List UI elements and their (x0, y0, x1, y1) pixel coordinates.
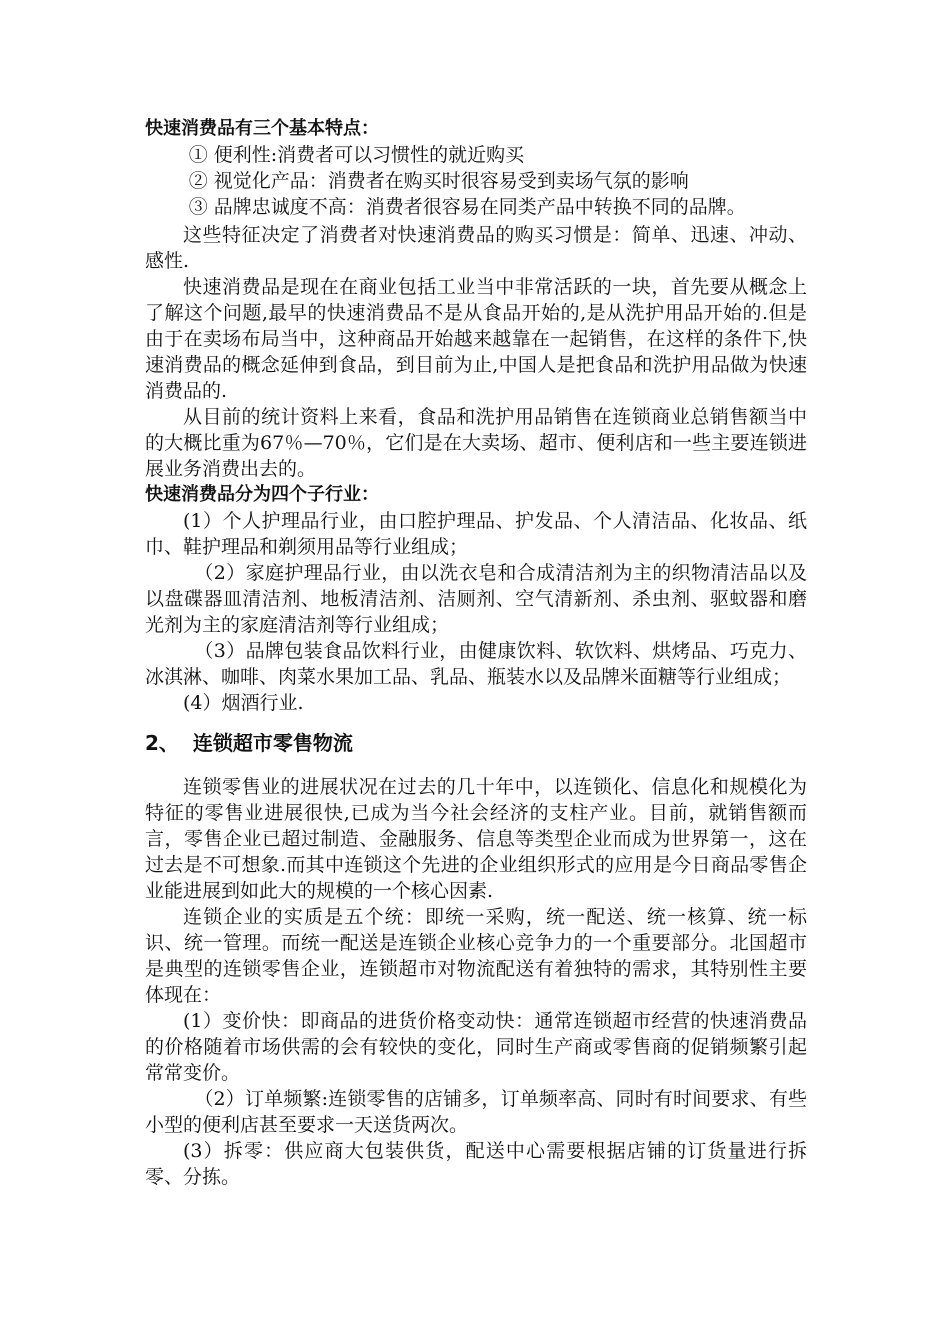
paragraph: 快速消费品是现在在商业包括工业当中非常活跃的一块，首先要从概念上了解这个问题,最早的快速消费品不是从食品开始的,是从洗护用品开始的.但是由于在卖场布局当中，这种商品开始越来越靠在一起销售，在这样的条件下,快速消费品的概念延伸到食品，到目前为止,中国人是把食品和洗护用品做为快速消费品的. (145, 276, 807, 402)
section-heading-subindustries: 快速消费品分为四个子行业： (145, 484, 379, 505)
subindustry-item: （3）品牌包装食品饮料行业，由健康饮料、软饮料、烘烤品、巧克力、冰淇淋、咖啡、肉菜水果加工品、乳品、瓶装水以及品牌米面糖等行业组成； (145, 640, 807, 688)
chapter-title: 连锁超市零售物流 (192, 731, 353, 755)
feature-item: ③ 品牌忠诚度不高：消费者很容易在同类产品中转换不同的品牌。 (188, 196, 746, 218)
section-heading-features: 快速消费品有三个基本特点： (145, 118, 379, 139)
paragraph: 连锁零售业的进展状况在过去的几十年中，以连锁化、信息化和规模化为特征的零售业进展很快,已成为当今社会经济的支柱产业。目前，就销售额而言，零售企业已超过制造、金融服务、信息等类型企业而成为世界第一，这在过去是不可想象.而其中连锁这个先进的企业组织形式的应用是今日商品零售企业能进展到如此大的规模的一个核心因素. (145, 776, 807, 902)
subindustry-item: （2）家庭护理品行业，由以洗衣皂和合成清洁剂为主的织物清洁品以及以盘碟器皿清洁剂、地板清洁剂、洁厕剂、空气清新剂、杀虫剂、驱蚊器和磨光剂为主的家庭清洁剂等行业组成； (145, 562, 807, 636)
document-page (145, 116, 807, 1190)
paragraph: 从目前的统计资料上来看，食品和洗护用品销售在连锁商业总销售额当中的大概比重为67％—70％，它们是在大卖场、超市、便利店和一些主要连锁进展业务消费出去的。 (145, 406, 807, 480)
subindustry-item: (4）烟酒行业. (183, 692, 304, 714)
characteristic-item: （2）订单频繁:连锁零售的店铺多，订单频率高、同时有时间要求、有些小型的便利店甚至要求一天送货两次。 (145, 1088, 807, 1136)
characteristic-item: (1）变价快：即商品的进货价格变动快：通常连锁超市经营的快速消费品的价格随着市场供需的会有较快的变化，同时生产商或零售商的促销频繁引起常常变价。 (145, 1010, 807, 1084)
feature-item: ① 便利性:消费者可以习惯性的就近购买 (188, 144, 525, 166)
subindustry-item: (1）个人护理品行业，由口腔护理品、护发品、个人清洁品、化妆品、纸巾、鞋护理品和剃须用品等行业组成； (145, 510, 807, 558)
paragraph: 这些特征决定了消费者对快速消费品的购买习惯是：简单、迅速、冲动、感性. (145, 224, 807, 272)
chapter-heading (145, 728, 807, 758)
characteristic-item: (3）拆零：供应商大包装供货，配送中心需要根据店铺的订货量进行拆零、分拣。 (145, 1140, 807, 1188)
chapter-number: 2、 (145, 731, 179, 755)
feature-item: ② 视觉化产品：消费者在购买时很容易受到卖场气氛的影响 (188, 170, 689, 192)
paragraph: 连锁企业的实质是五个统：即统一采购，统一配送、统一核算、统一标识、统一管理。而统一配送是连锁企业核心竞争力的一个重要部分。北国超市是典型的连锁零售企业，连锁超市对物流配送有着独特的需求，其特别性主要体现在： (145, 906, 807, 1006)
